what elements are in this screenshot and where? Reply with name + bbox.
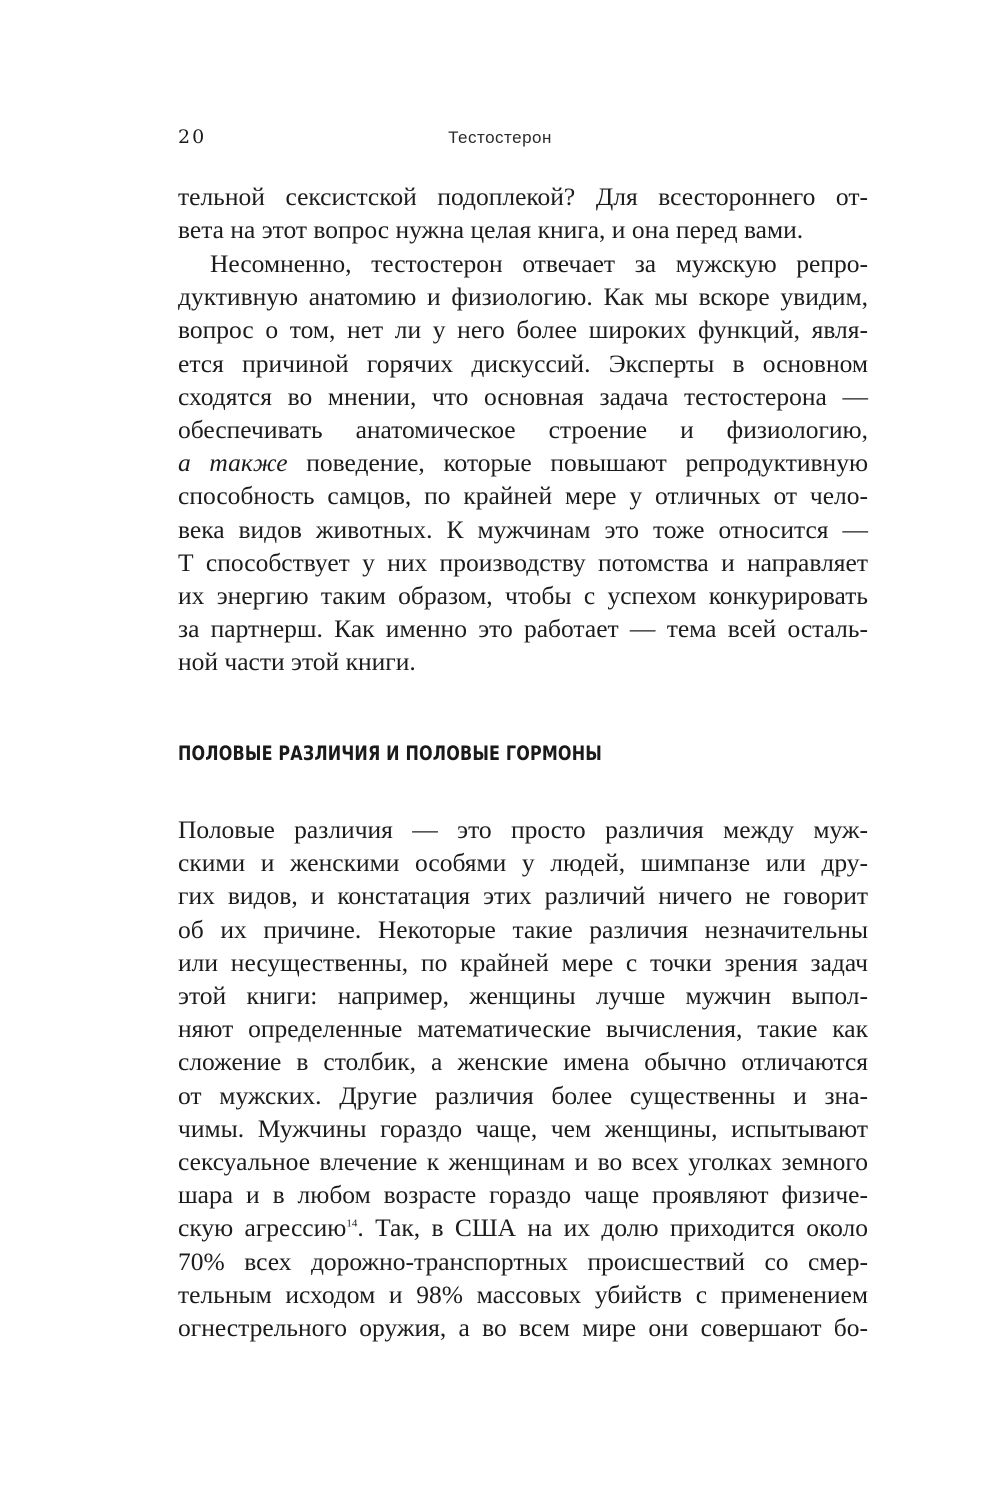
text-line: вета на этот вопрос нужна целая книга, и она перед вами.	[178, 215, 804, 245]
text-line: скими и женскими особями у людей, шимпанзе или дру-	[178, 848, 868, 878]
text-line: сходятся во мнении, что основная задача тестостерона —	[178, 381, 868, 411]
text-line: или несущественны, по крайней мере с точки зрения задач	[178, 947, 868, 977]
section-heading: ПОЛОВЫЕ РАЗЛИЧИЯ И ПОЛОВЫЕ ГОРМОНЫ	[178, 742, 602, 765]
text-line: ной части этой книги.	[178, 647, 416, 677]
text-line: за партнерш. Как именно это работает — тема всей осталь-	[178, 614, 868, 644]
text-line: способность самцов, по крайней мере у отличных от чело-	[178, 481, 868, 511]
text-line: тельной сексистской подоплекой? Для всестороннего от-	[178, 182, 868, 211]
paragraph-2	[178, 247, 868, 679]
text-line: этой книги: например, женщины лучше мужчин выпол-	[178, 981, 868, 1011]
text-line-mixed	[178, 446, 868, 479]
text-line: века видов животных. К мужчинам это тоже относится —	[178, 514, 868, 544]
text-line: сексуальное влечение к женщинам и во всех уголках земного	[178, 1147, 868, 1177]
text-line: вопрос о том, нет ли у него более широких функций, явля-	[178, 315, 868, 345]
text-line: Т способствует у них производству потомства и направляет	[178, 547, 868, 577]
text-line: ется причиной горячих дискуссий. Эксперты в основном	[178, 348, 868, 378]
text-line: Несомненно, тестостерон отвечает за мужскую репро-	[210, 249, 868, 278]
text-fragment: Так, в США на их долю приходится около	[375, 1213, 868, 1243]
text-line: гих видов, и констатация этих различий ничего не говорит	[178, 881, 868, 911]
text-line-with-footnote: скую агрессию$^{14}$. Так, в США на их долю приходится около	[178, 1213, 868, 1243]
text-fragment: скую агрессию	[178, 1213, 347, 1243]
text-line: тельным исходом и 98% массовых убийств с применением	[178, 1279, 868, 1309]
text-line: чимы. Мужчины гораздо чаще, чем женщины, испытывают	[178, 1113, 868, 1143]
text-line: их энергию таким образом, чтобы с успехом конкурировать	[178, 581, 868, 611]
text-fragment: поведение, которые повышают репродуктивную	[306, 448, 869, 478]
text-line: от мужских. Другие различия более существенны и зна-	[178, 1080, 868, 1110]
text-line: огнестрельного оружия, а во всем мире они совершают бо-	[178, 1313, 868, 1343]
text-line: няют определенные математические вычисления, такие как	[178, 1014, 868, 1044]
italic-phrase: а также	[178, 448, 288, 478]
text-line: Половые различия — это просто различия между муж-	[178, 815, 868, 844]
page-number: 20	[178, 126, 207, 148]
text-line: об их причине. Некоторые такие различия незначительны	[178, 914, 868, 944]
paragraph-3	[178, 813, 868, 1344]
footnote-reference[interactable]: 14	[346, 1217, 358, 1230]
text-line: шара и в любом возрасте гораздо чаще проявляют физиче-	[178, 1180, 868, 1210]
paragraph-1	[178, 180, 868, 246]
text-line: обеспечивать анатомическое строение и физиологию,	[178, 415, 868, 445]
text-line: сложение в столбик, а женские имена обычно отличаются	[178, 1047, 868, 1077]
text-line: 70% всех дорожно-транспортных происшествий со смер-	[178, 1246, 868, 1276]
running-head: Тестостерон	[448, 128, 552, 147]
text-line: дуктивную анатомию и физиологию. Как мы вскоре увидим,	[178, 282, 868, 312]
